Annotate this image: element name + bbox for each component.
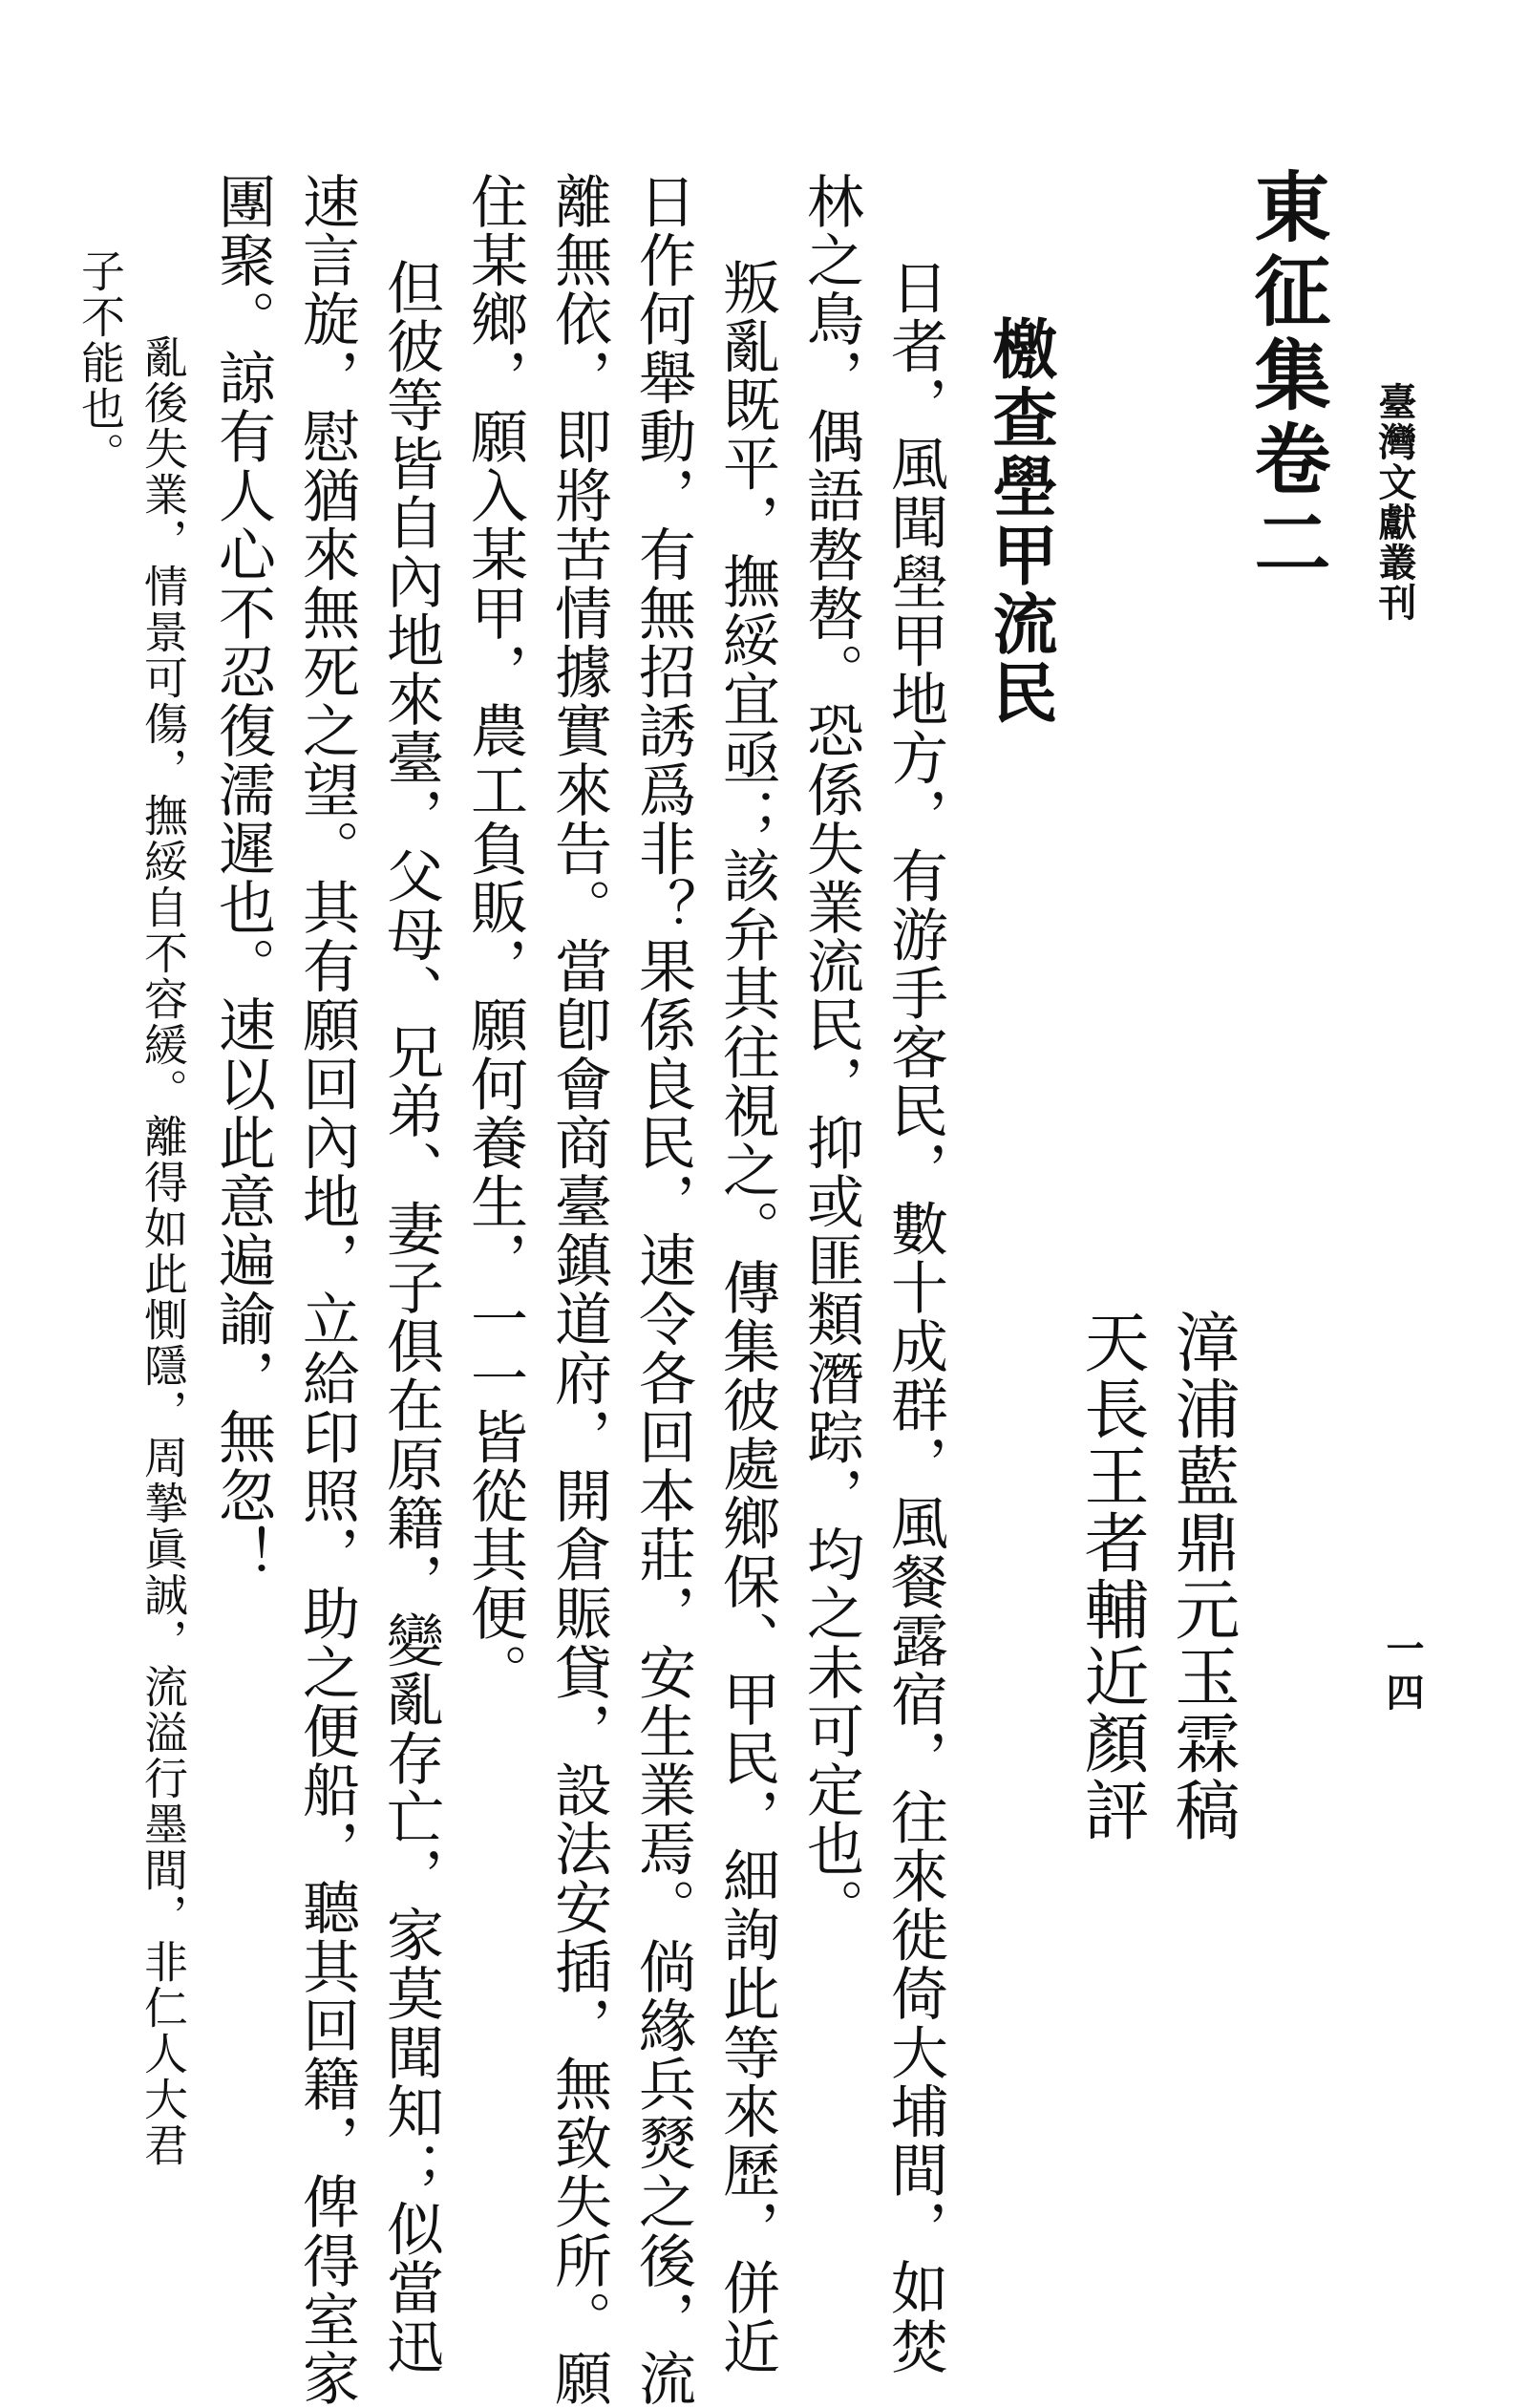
commentary-column-1: 亂後失業，情景可傷，撫綏自不容緩。離得如此惻隱，周摯眞誠，流溢行墨間，非仁人大君 [138,334,189,2168]
body-column-7: 但彼等皆自內地來臺，父母、兄弟、妻子俱在原籍，變亂存亡，家莫聞知；似當迅 [377,258,444,2376]
volume-title: 東征集卷二 [1242,167,1331,587]
author-line-compiler: 漳浦藍鼎元玉霖稿 [1164,1309,1240,1843]
body-column-4: 日作何舉動，有無招誘爲非？果係良民，速令各回本莊，安生業焉。倘緣兵燹之後，流 [629,172,696,2408]
commentary-column-2: 子不能也。 [74,248,126,478]
author-line-commentator: 天長王者輔近顏評 [1073,1309,1149,1843]
body-column-6: 住某鄉，願入某甲，農工負販，願何養生，一一皆從其便。 [461,172,528,1702]
body-column-9: 團聚。諒有人心不忍復濡遲也。速以此意遍諭，無忽！ [209,172,276,1585]
essay-title: 檄查壆甲流民 [982,315,1058,728]
body-column-1: 日者，風聞壆甲地方，有游手客民，數十成群，風餐露宿，往來徙倚大埔間，如焚 [881,258,948,2376]
body-column-3: 叛亂既平，撫綏宜亟；該弁其往視之。傳集彼處鄉保、甲民，細詢此等來歷，併近 [713,258,780,2376]
page-number: 一四 [1380,1629,1425,1716]
body-column-8: 速言旋，慰猶來無死之望。其有願回內地，立給印照，助之便船，聽其回籍，俾得室家 [293,172,360,2408]
body-column-2: 林之鳥，偶語嗸嗸。恐係失業流民，抑或匪類潛踪，均之未可定也。 [797,172,864,1937]
body-column-5: 離無依，即將苦情據實來告。當卽會商臺鎮道府，開倉賑貸，設法安插，無致失所。願 [545,172,612,2408]
series-title: 臺灣文獻叢刊 [1372,382,1417,623]
